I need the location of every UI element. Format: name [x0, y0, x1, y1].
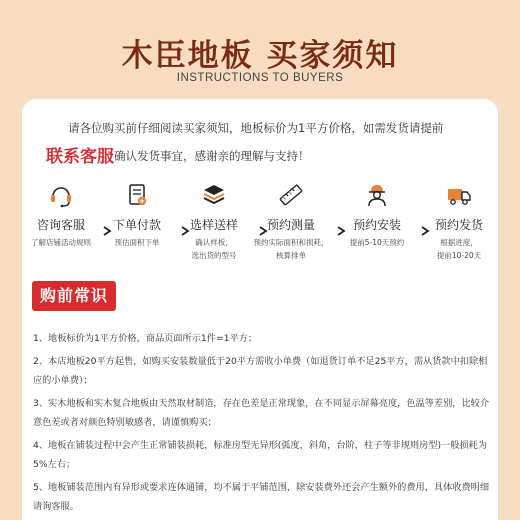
- step-desc: 选出货的型号: [191, 251, 237, 260]
- stacked-samples-icon: [201, 182, 227, 208]
- step-consult: [22, 182, 100, 249]
- page-subtitle: INSTRUCTIONS TO BUYERS: [176, 72, 344, 84]
- step-measure: [252, 182, 330, 262]
- step-desc: 根据进度，: [440, 238, 478, 247]
- step-desc: 预约实际面积和损耗，: [253, 238, 329, 247]
- process-steps: [22, 182, 498, 272]
- step-label: 预约测量: [266, 218, 315, 232]
- step-label: 选样送样: [189, 218, 238, 232]
- pre-purchase-badge: 购前常识: [32, 281, 116, 311]
- step-order: [98, 182, 176, 249]
- step-label: 预约安装: [352, 218, 401, 232]
- notice-item: 1、地板标价为1平方价格，商品页面所示1件=1平方；: [33, 333, 258, 344]
- step-label: 咨询客服: [36, 218, 85, 232]
- step-samples: [175, 182, 253, 262]
- delivery-truck-icon: [446, 182, 472, 208]
- step-desc: 了解店铺活动规则: [31, 238, 91, 247]
- step-desc: 提前5-10天预约: [349, 238, 405, 247]
- intro-line-2: [46, 142, 310, 167]
- step-delivery: [420, 182, 498, 262]
- installer-icon: [364, 182, 390, 208]
- step-label: 下单付款: [112, 218, 161, 232]
- step-desc: 预估面积下单: [114, 238, 160, 247]
- contact-service-link[interactable]: 联系客服: [46, 147, 114, 167]
- ruler-icon: [278, 182, 304, 208]
- notice-item: 2、本店地板20平方起售，如购买安装数量低于20平方需收小单费（如退货订单不足25平方，需从货款中扣除相应的小单费）；: [33, 355, 488, 386]
- step-desc: 确认样板，: [195, 238, 233, 247]
- step-label: 预约发货: [434, 218, 483, 232]
- notice-item: 3、实木地板和实木复合地板由天然取材制造，存在色差是正常现象，在不同显示屏幕亮度，色温等差别，比较介意色差或者对颜色特别敏感者，请谨慎购买；: [33, 397, 490, 428]
- headset-icon: [48, 182, 74, 208]
- step-desc: 提前10-20天: [436, 251, 482, 260]
- intro-line-1: 请各位购买前仔细阅读买家须知，地板标价为1平方价格，如需发货请提前: [68, 121, 444, 135]
- notice-item: 4、地板在铺装过程中会产生正常铺装损耗，标准房型无异形(弧度，斜角，台阶，柱子等非规则房型)一般损耗为5%左右；: [33, 439, 488, 470]
- notice-item: 5、地板铺装范围内有异形或要求连体通铺，均不属于平铺范围，除安装费外还会产生额外的费用，具体收费明细请询客服。: [33, 481, 490, 512]
- order-form-icon: [124, 182, 150, 208]
- step-install: [338, 182, 416, 249]
- intro-line-2-text: 确认发货事宜，感谢亲的理解与支持！: [114, 149, 310, 163]
- step-desc: 核算排单: [276, 251, 306, 260]
- notice-list: [33, 329, 493, 520]
- page-title: 木臣地板 买家须知: [121, 38, 399, 74]
